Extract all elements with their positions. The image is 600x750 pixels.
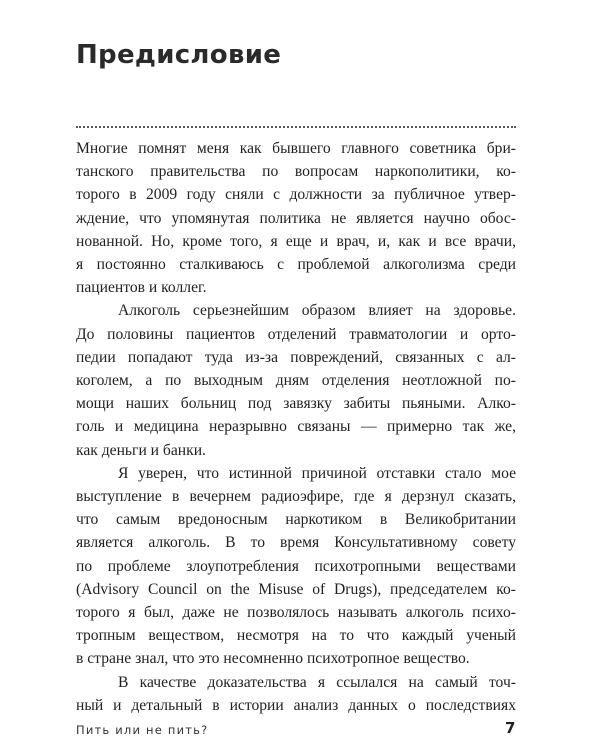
text-line: пациентов и коллег.	[76, 279, 207, 297]
text-line: нованной. Но, кроме того, я еще и врач, и, как и все врачи,	[76, 232, 516, 250]
text-line: ный и детальный в истории анализ данных о последствиях	[76, 696, 516, 714]
text-line: голь и медицина неразрывно связаны — примерно так же,	[76, 418, 516, 436]
text-line: торого я был, даже не позволялось называть алкоголь психо-	[76, 604, 516, 622]
text-line: танского правительства по вопросам наркополитики, ко-	[76, 163, 516, 181]
text-line: Я уверен, что истинной причиной отставки стало мое	[118, 464, 516, 482]
chapter-title: Предисловие	[76, 40, 282, 70]
text-line: как деньги и банки.	[76, 441, 206, 459]
text-line: мощи наших больниц под завязку забиты пьяными. Алко-	[76, 395, 516, 413]
text-line: что самым вредоносным наркотиком в Великобритании	[76, 511, 516, 529]
text-line: коголем, а по выходным дням отделения неотложной по-	[76, 372, 516, 390]
text-line: является алкоголь. В то время Консультативному совету	[76, 534, 516, 552]
text-line: Алкоголь серьезнейшим образом влияет на здоровье.	[118, 302, 516, 320]
text-line: Многие помнят меня как бывшего главного советника бри-	[76, 140, 516, 157]
page-number: 7	[505, 719, 516, 737]
text-line: выступление в вечернем радиоэфире, где я дерзнул сказать,	[76, 488, 516, 506]
text-line: я постоянно сталкиваюсь с проблемой алкоголизма среди	[76, 256, 516, 274]
text-line: ждение, что упомянутая политика не является научно обос-	[76, 209, 516, 227]
text-line: (Advisory Council on the Misuse of Drugs), председателем ко-	[76, 580, 516, 598]
text-line: педии попадают туда из-за повреждений, связанных с ал-	[76, 348, 516, 366]
text-line: тропным веществом, несмотря на то что каждый ученый	[76, 627, 516, 645]
text-line: в стране знал, что это несомненно психотропное вещество.	[76, 650, 470, 668]
text-line: по проблеме злоупотребления психотропными веществами	[76, 557, 516, 575]
text-line: В качестве доказательства я ссылался на самый точ-	[118, 673, 516, 691]
text-line: торого в 2009 году сняли с должности за публичное утвер-	[76, 186, 516, 204]
body-text	[76, 137, 516, 717]
dotted-divider	[76, 126, 516, 128]
running-footer-title: Пить или не пить?	[76, 723, 209, 737]
text-line: До половины пациентов отделений травматологии и орто-	[76, 325, 516, 343]
